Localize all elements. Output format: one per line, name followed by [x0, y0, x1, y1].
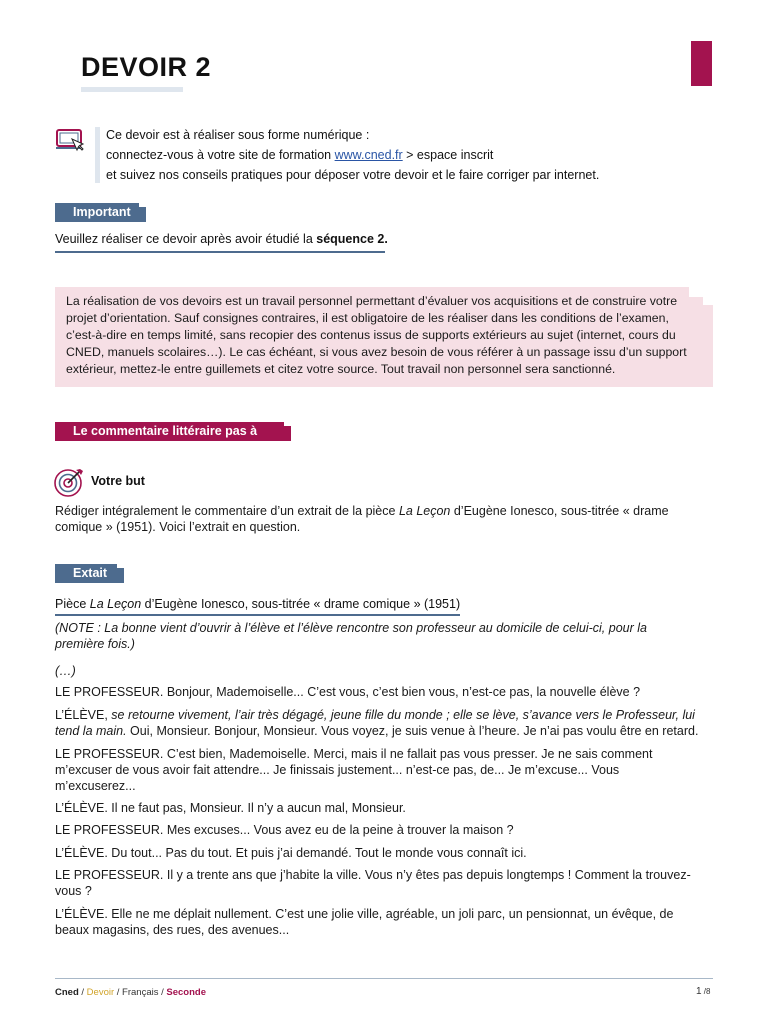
dialogue-line: LE PROFESSEUR. C’est bien, Mademoiselle. Merci, mais il ne fallait pas vous presser. Je ne sais comment m’excuser de vous avoir fait attendre... Je finissais justement... n’est-ce pas, de... Je m’excuse... Vous m’excuserez...	[55, 747, 653, 793]
dialogue-line: L’ÉLÈVE, se retourne vivement, l’air très dégagé, jeune fille du monde ; elle se lève, s’avance vers le Professeur, lui tend la main. Oui, Monsieur. Bonjour, Monsieur. Vous voyez, je suis venue à l’heure. Je n’ai pas voulu être en retard.	[55, 708, 699, 738]
goal-text: Rédiger intégralement le commentaire d’un extrait de la pièce La Leçon d’Eugène Ionesco, sous-titrée « drame comique » (1951). Voici l’extrait en question.	[55, 504, 669, 534]
corner-accent-mark	[691, 41, 712, 86]
warning-box	[55, 287, 713, 387]
page-number: 1 /8	[696, 986, 711, 997]
intro-line-2: connectez-vous à votre site de formation www.cned.fr > espace inscrit	[106, 148, 494, 162]
page-title: DEVOIR 2	[81, 52, 212, 82]
extract-heading: Pièce La Leçon d’Eugène Ionesco, sous-titrée « drame comique » (1951)	[55, 597, 460, 616]
footer-breadcrumb: Cned / Devoir / Français / Seconde	[55, 987, 206, 998]
warning-text: La réalisation de vos devoirs est un travail personnel permettant d’évaluer vos acquisitions et de construire votre projet d’orientation. Sauf consignes contraires, il est obligatoire de les réaliser dans les conditions de l’examen, c’est-à-dire en temps limité, sans recopier des contenus issus de supports extérieurs au sujet (internet, cours du CNED, manuels scolaires…). Le cas échéant, si vous avez besoin de vous référer à un passage issu d’un support extérieur, mettez-le entre guillemets et citez votre source. Tout travail non personnel sera sanctionné.	[66, 294, 687, 376]
extract-note: (NOTE : La bonne vient d’ouvrir à l’élève et l’élève rencontre son professeur au domicile de celui-ci, pour la première fois.)	[55, 621, 647, 651]
dialogue-line: LE PROFESSEUR. Bonjour, Mademoiselle... C’est vous, c’est bien vous, n’est-ce pas, la nouvelle élève ?	[55, 685, 641, 699]
commentary-tag: Le commentaire littéraire pas à pas !	[55, 422, 284, 441]
important-text: Veuillez réaliser ce devoir après avoir étudié la séquence 2.	[55, 232, 388, 246]
intro-line-1: Ce devoir est à réaliser sous forme numérique :	[106, 128, 370, 142]
dialogue-line: L’ÉLÈVE. Elle ne me déplait nullement. C’est une jolie ville, agréable, un joli parc, un pensionnat, un évêque, de beaux magasins, des rues, des avenues...	[55, 907, 674, 937]
goal-title: Votre but	[91, 474, 145, 488]
extract-ellipsis: (…)	[55, 664, 76, 678]
extract-tag: Extait	[55, 564, 117, 583]
dialogue-line: L’ÉLÈVE. Du tout... Pas du tout. Et puis j’ai demandé. Tout le monde vous connaît ici.	[55, 846, 527, 860]
important-tag: Important	[55, 203, 139, 222]
target-icon	[54, 467, 84, 497]
important-underline	[55, 251, 385, 253]
computer-icon	[55, 128, 85, 154]
intro-side-bar	[95, 127, 100, 183]
intro-line-3: et suivez nos conseils pratiques pour déposer votre devoir et le faire corriger par internet.	[106, 168, 600, 182]
dialogue-line: L’ÉLÈVE. Il ne faut pas, Monsieur. Il n’y a aucun mal, Monsieur.	[55, 801, 406, 815]
dialogue-line: LE PROFESSEUR. Il y a trente ans que j’habite la ville. Vous n’y êtes pas depuis longtemps ! Comment la trouvez-vous ?	[55, 868, 691, 898]
title-underline	[81, 87, 183, 92]
footer-divider	[55, 978, 713, 979]
dialogue-line: LE PROFESSEUR. Mes excuses... Vous avez eu de la peine à trouver la maison ?	[55, 823, 514, 837]
intro-block	[106, 125, 726, 185]
cned-link[interactable]: www.cned.fr	[334, 148, 403, 162]
